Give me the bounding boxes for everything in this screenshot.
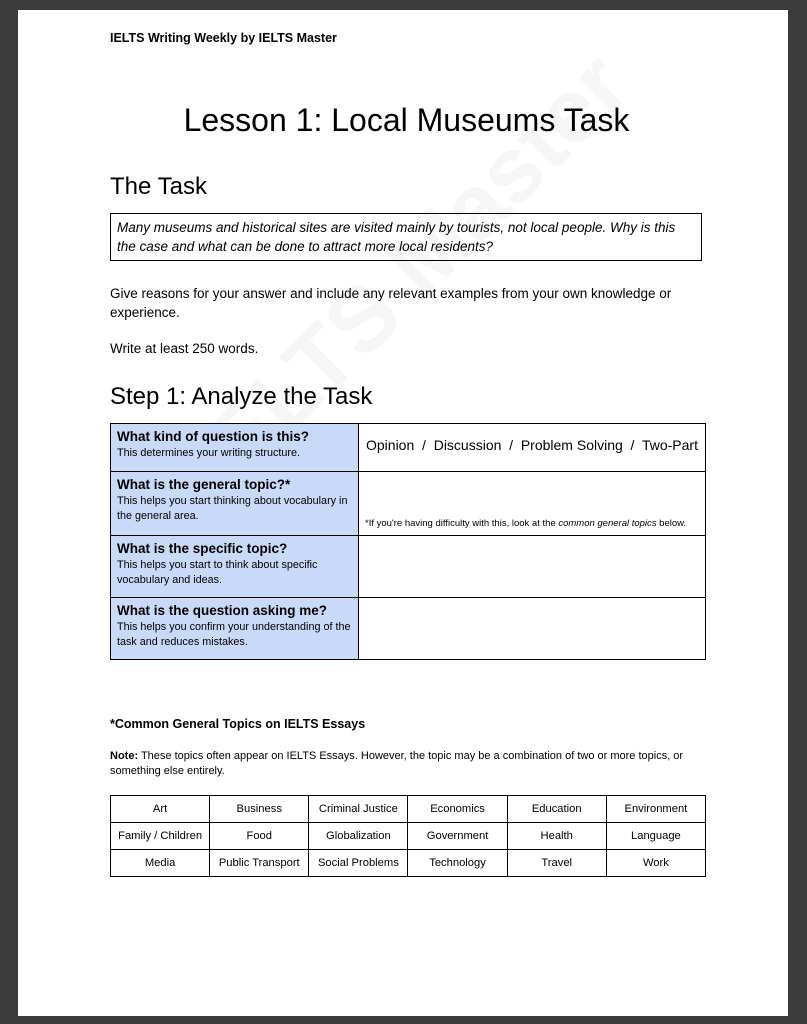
topic-cell: Family / Children [111,823,210,850]
topics-row [111,823,706,850]
question-title: What is the question asking me? [117,603,328,618]
task-instruction: Give reasons for your answer and include any relevant examples from your own knowledge or experience. [110,286,672,320]
answer-cell[interactable] [359,598,706,660]
question-title: What is the general topic?* [117,477,291,492]
topic-cell: Media [111,850,210,877]
topics-row [111,850,706,877]
topic-cell: Business [210,796,309,823]
answer-cell[interactable] [359,472,706,536]
note-link-text: common general topics [558,518,657,529]
topic-cell: Economics [408,796,507,823]
question-title: What kind of question is this? [117,429,309,444]
question-cell [111,424,359,472]
question-hint: This determines your writing structure. [117,447,301,459]
note-text: below. [656,518,687,529]
topics-heading: *Common General Topics on IELTS Essays [110,717,366,731]
question-title: What is the specific topic? [117,541,288,556]
topic-cell: Travel [507,850,606,877]
question-type-options: Opinion / Discussion / Problem Solving / Two-Part [366,437,698,453]
analyze-row [111,536,706,598]
lesson-title: Lesson 1: Local Museums Task [183,102,630,138]
topic-cell: Government [408,823,507,850]
general-topic-note [365,518,686,529]
question-cell [111,598,359,660]
question-hint: This helps you start thinking about vocabulary in the general area. [117,495,348,522]
question-cell [111,536,359,598]
question-hint: This helps you start to think about specific vocabulary and ideas. [117,559,318,586]
topic-cell: Work [606,850,705,877]
question-cell [111,472,359,536]
header-brand: IELTS Writing Weekly by IELTS Master [110,31,337,45]
question-hint: This helps you confirm your understanding of the task and reduces mistakes. [117,621,351,648]
note-label: Note: [110,750,139,762]
topic-cell: Language [606,823,705,850]
analyze-row [111,472,706,536]
word-count-instruction: Write at least 250 words. [110,341,259,356]
topics-row [111,796,706,823]
task-prompt-box: Many museums and historical sites are visited mainly by tourists, not local people. Why is this the case and what can be done to attract more local residents? [110,213,702,261]
topic-cell: Public Transport [210,850,309,877]
topic-cell: Environment [606,796,705,823]
analyze-row [111,424,706,472]
step1-heading: Step 1: Analyze the Task [110,383,373,410]
topic-cell: Education [507,796,606,823]
topic-cell: Food [210,823,309,850]
topic-cell: Criminal Justice [309,796,408,823]
document-page [18,10,788,1016]
analyze-table [110,423,706,660]
topic-cell: Social Problems [309,850,408,877]
topic-cell: Health [507,823,606,850]
topics-note [110,749,710,779]
analyze-row [111,598,706,660]
topic-cell: Technology [408,850,507,877]
note-text: *If you're having difficulty with this, look at the [365,518,559,529]
task-heading: The Task [110,173,207,200]
answer-cell[interactable] [359,424,706,472]
topics-table [110,795,706,877]
topic-cell: Art [111,796,210,823]
topic-cell: Globalization [309,823,408,850]
note-body: These topics often appear on IELTS Essays. However, the topic may be a combination of two or more topics, or something else entirely. [110,750,684,777]
answer-cell[interactable] [359,536,706,598]
